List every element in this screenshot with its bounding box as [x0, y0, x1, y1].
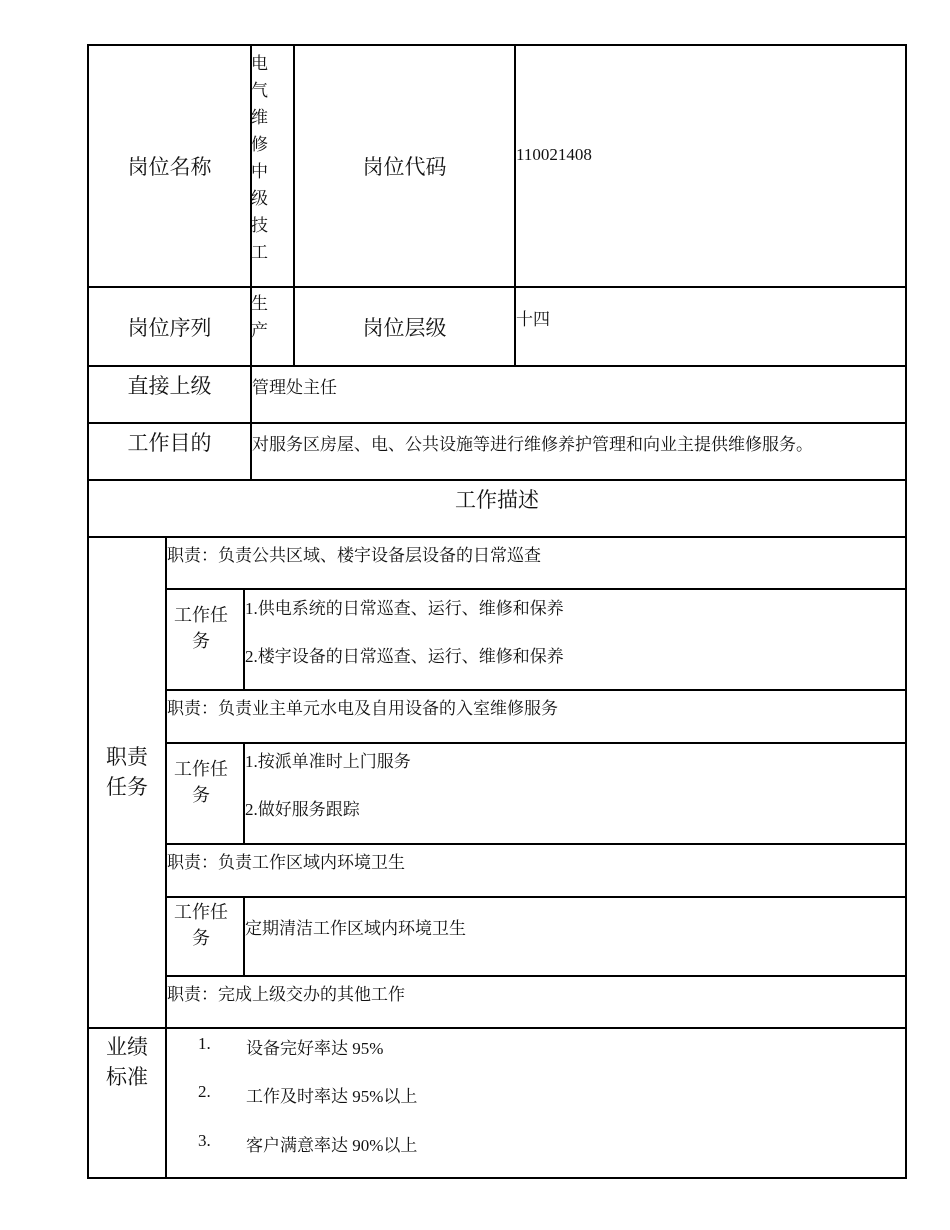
row-divider	[166, 742, 907, 744]
task-label: 工作任务	[174, 759, 228, 805]
purpose-value: 对服务区房屋、电、公共设施等进行维修养护管理和向业主提供维修服务。	[252, 435, 813, 454]
row-divider	[87, 536, 907, 538]
duty-statement: 职责：负责工作区域内环境卫生	[167, 853, 405, 872]
table-border-right	[905, 44, 907, 1179]
row-divider	[166, 588, 907, 590]
superior-value: 管理处主任	[252, 378, 337, 397]
level-label: 岗位层级	[362, 315, 447, 340]
post-code-label: 岗位代码	[362, 155, 447, 179]
post-code-value: 110021408	[516, 145, 592, 164]
task-item: 定期清洁工作区域内环境卫生	[245, 919, 466, 938]
row-divider	[166, 975, 907, 977]
performance-number: 2.	[198, 1082, 211, 1101]
row-divider	[166, 843, 907, 845]
task-item: 2.楼宇设备的日常巡查、运行、维修和保养	[245, 647, 564, 666]
description-title: 工作描述	[455, 488, 539, 512]
post-name-label: 岗位名称	[127, 155, 212, 179]
performance-number: 1.	[198, 1034, 211, 1053]
performance-label: 业绩标准	[106, 1035, 148, 1089]
row-divider	[166, 896, 907, 898]
duty-statement: 职责：负责公共区域、楼宇设备层设备的日常巡查	[167, 546, 541, 565]
row-divider	[87, 1027, 907, 1029]
sequence-value: 生产	[251, 294, 268, 340]
performance-text: 客户满意率达 90%以上	[246, 1136, 418, 1155]
performance-text: 设备完好率达 95%	[246, 1039, 384, 1058]
purpose-label: 工作目的	[127, 431, 212, 455]
task-item: 1.供电系统的日常巡查、运行、维修和保养	[245, 599, 564, 618]
duty-statement: 职责：完成上级交办的其他工作	[167, 985, 405, 1004]
table-border-bottom	[87, 1177, 907, 1179]
performance-text: 工作及时率达 95%以上	[246, 1087, 418, 1106]
duties-label: 职责任务	[106, 745, 148, 799]
level-value: 十四	[516, 310, 550, 329]
row-divider	[166, 689, 907, 691]
superior-label: 直接上级	[127, 374, 212, 398]
task-label: 工作任务	[174, 902, 228, 948]
duty-statement: 职责：负责业主单元水电及自用设备的入室维修服务	[167, 699, 558, 718]
performance-number: 3.	[198, 1131, 211, 1150]
post-name-value: 电气维修中级技工	[251, 54, 268, 262]
task-label: 工作任务	[174, 605, 228, 651]
task-item: 2.做好服务跟踪	[245, 800, 360, 819]
sequence-label: 岗位序列	[127, 315, 212, 340]
task-item: 1.按派单准时上门服务	[245, 752, 411, 771]
